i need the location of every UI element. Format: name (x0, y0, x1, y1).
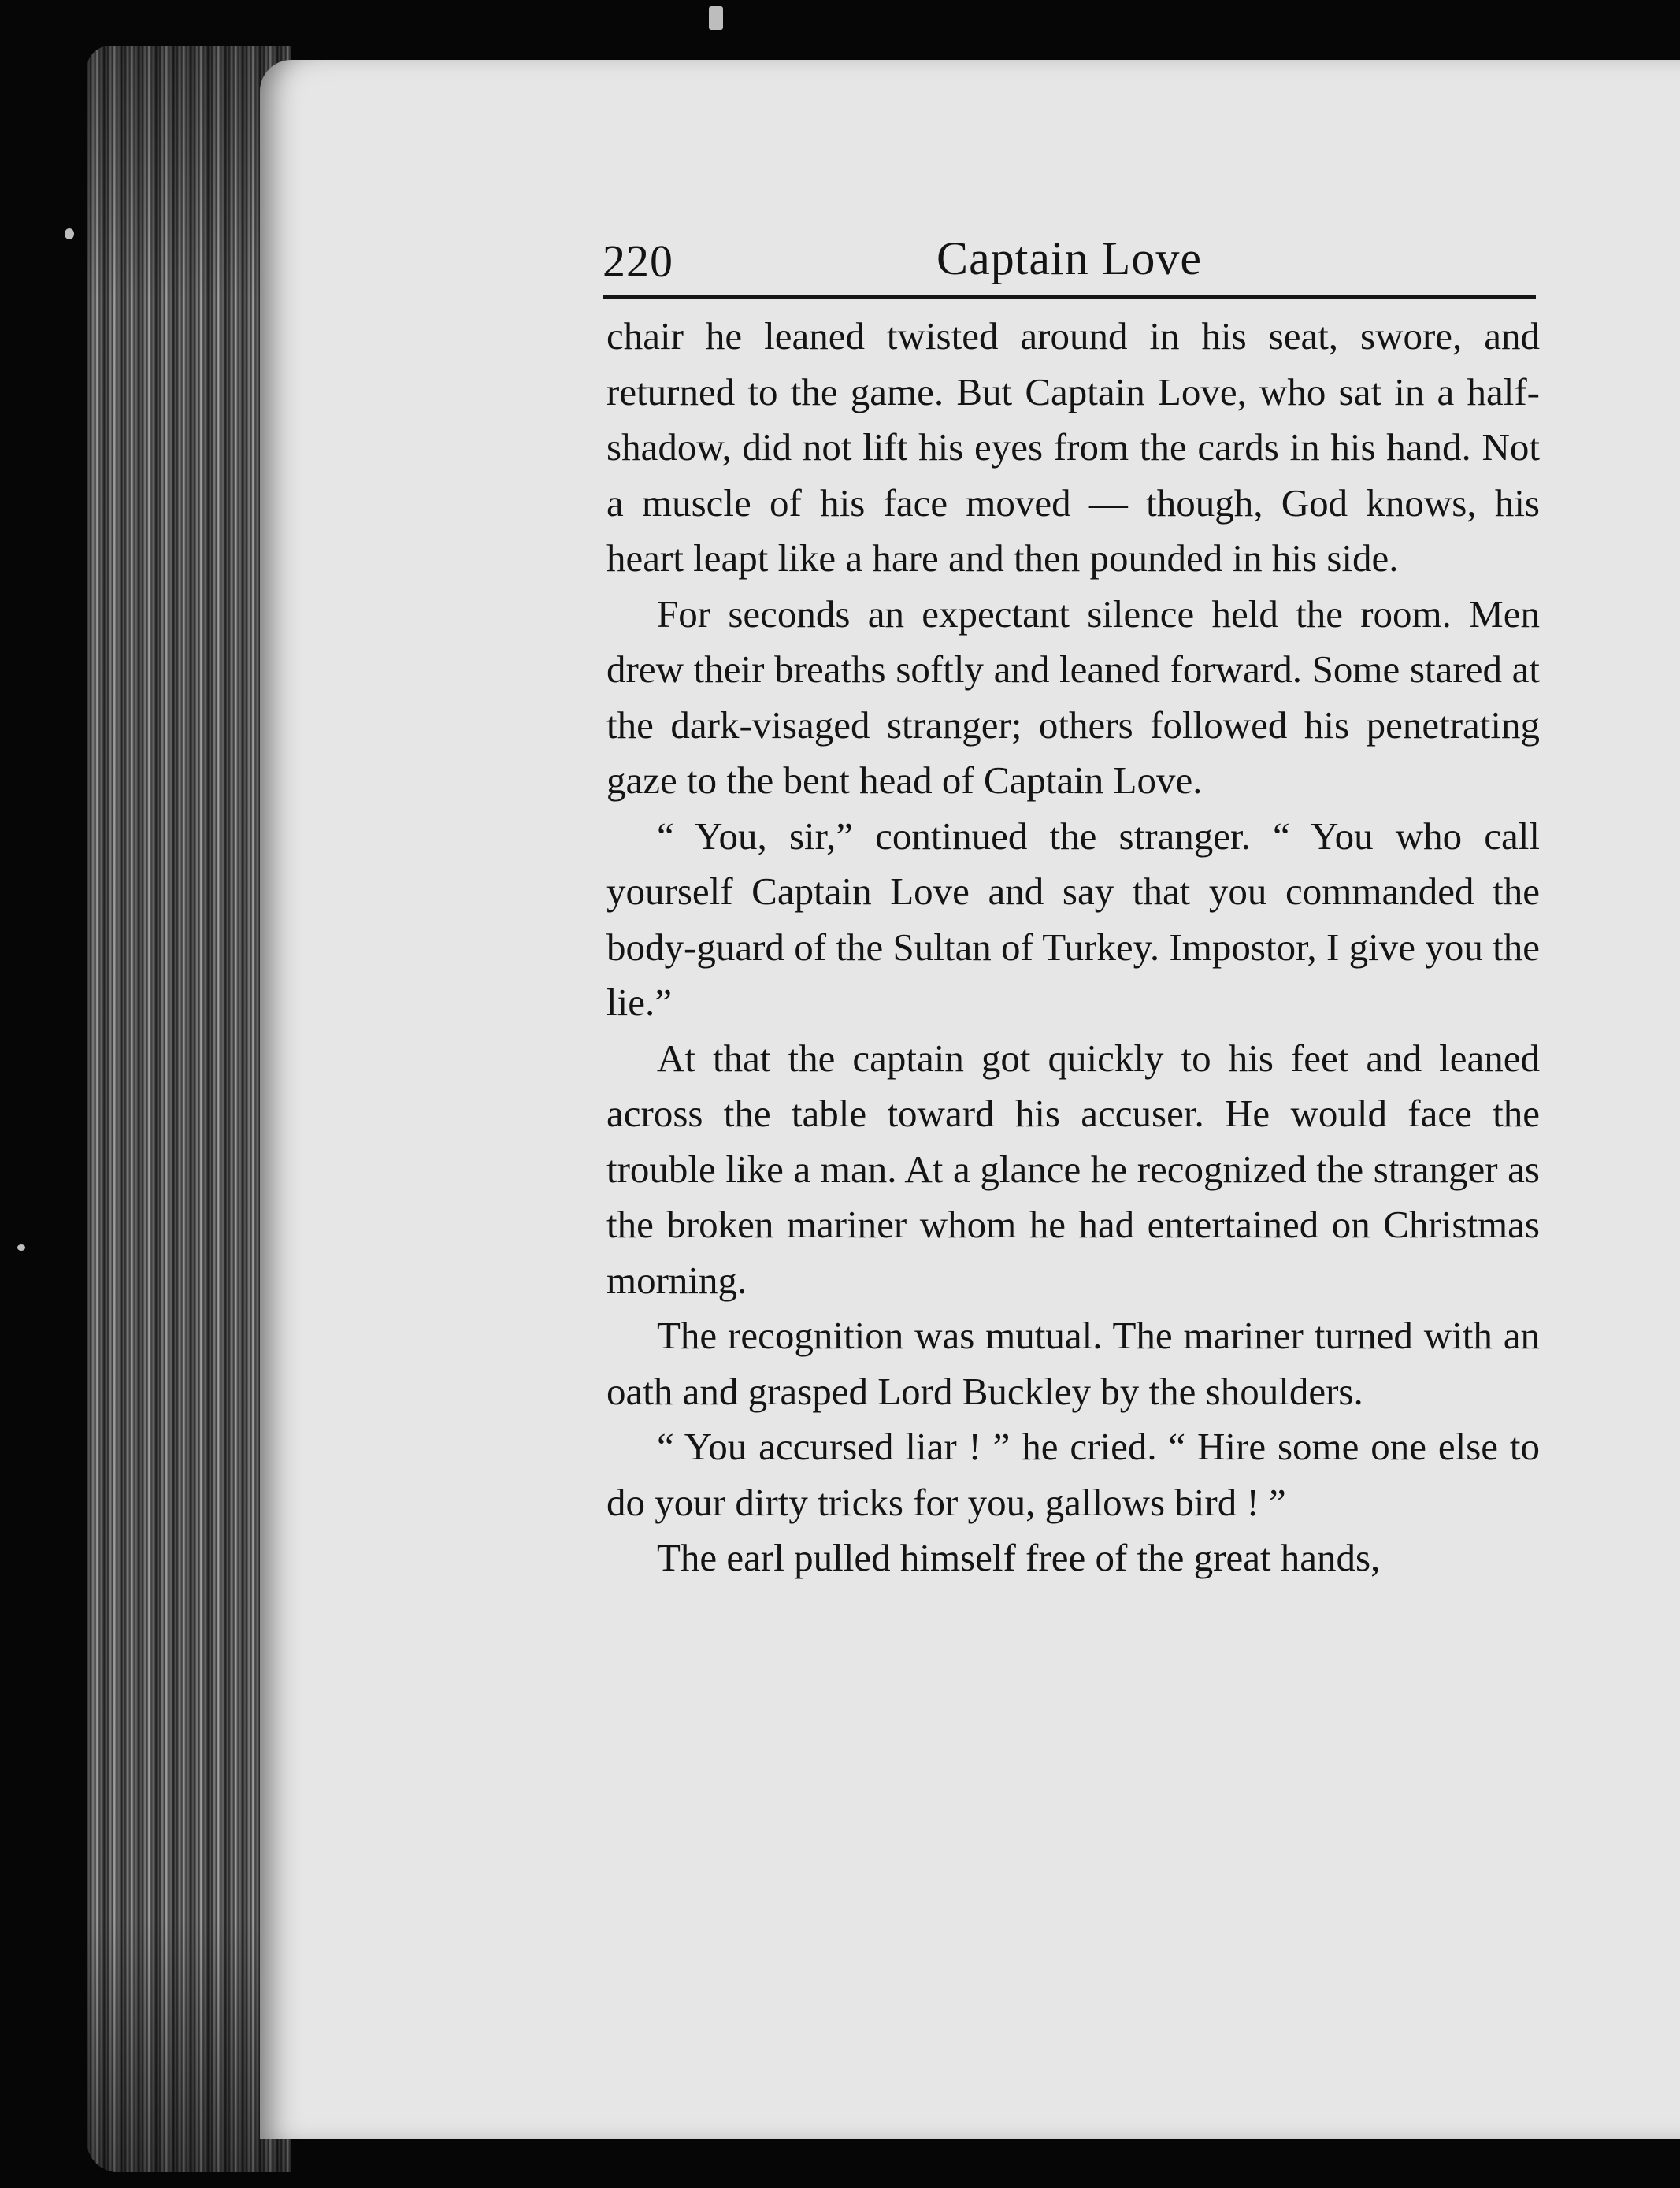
paragraph: For seconds an expectant silence held the room. Men drew their breaths softly and leaned forward. Some stared at the dark-visaged stranger; others followed his penetrating gaze to the bent head of Captain Love. (606, 592, 1540, 802)
dust-speck (17, 1244, 25, 1251)
paragraph: The recognition was mutual. The mariner turned with an oath and grasped Lord Buckley by the shoulders. (606, 1314, 1540, 1413)
paragraph: The earl pulled himself free of the great hands, (657, 1536, 1381, 1579)
paragraph: At that the captain got quickly to his feet and leaned across the table toward his accuser. He would face the trouble like a man. At a glance he recognized the stranger as the broken mariner whom he had entertained on Christmas morning. (606, 1036, 1540, 1302)
dust-speck (709, 6, 723, 30)
page-header (603, 227, 1536, 298)
running-title: Captain Love (936, 232, 1202, 284)
dust-speck (65, 228, 74, 239)
paragraph: chair he leaned twisted around in his seat, swore, and returned to the game. But Captain Love, who sat in a half-shadow, did not lift his eyes from the cards in his hand. Not a muscle of his face moved — though, God knows, his heart leapt like a hare and then pounded in his side. (606, 314, 1540, 580)
paragraph: “ You, sir,” continued the stranger. “ You who call yourself Captain Love and say that you commanded the body-guard of the Sultan of Turkey. Impostor, I give you the lie.” (606, 814, 1540, 1024)
page-number: 220 (603, 235, 673, 287)
paragraph: “ You accursed liar ! ” he cried. “ Hire some one else to do your dirty tricks for you, gallows bird ! ” (606, 1425, 1540, 1524)
header-rule (603, 295, 1536, 299)
body-text (606, 309, 1540, 1586)
